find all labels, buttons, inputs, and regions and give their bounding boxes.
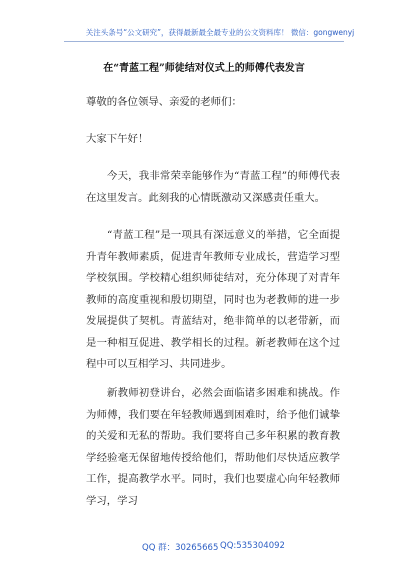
footer-qq-number: QQ:535304092	[220, 541, 285, 551]
greeting-paragraph: 大家下午好！	[86, 133, 149, 145]
document-title: 在“青蓝工程”师徒结对仪式上的师傅代表发言	[103, 63, 305, 74]
page-footer	[0, 541, 408, 555]
salutation-paragraph: 尊敬的各位领导、亲爱的老师们：	[86, 96, 242, 108]
header-banner: 关注头条号“公文研究”，获得最新最全最专业的公文资料库！ 微信：gongwenyj	[85, 28, 355, 37]
header-divider	[64, 41, 344, 42]
body-paragraph-3: 新教师初登讲台，必然会面临诸多困难和挑战。作为师傅，我们要在年轻教师遇到困难时，给予他们诚挚的关爱和无私的帮助。我们要将自己多年积累的教育教学经验毫无保留地传授给他们，帮助他们尽快适应教学工作，提高教学水平。同时，我们也要虚心向年轻教师学习，学习	[86, 387, 340, 507]
footer-qq-group: QQ 群：30265665	[142, 543, 219, 553]
body-paragraph-2: “青蓝工程”是一项具有深远意义的举措，它全面提升青年教师素质，促进青年教师专业成长，营造学习型学校氛围。学校精心组织师徒结对，充分体现了对青年教师的高度重视和殷切期望，同时也为老教师的进一步发展提供了契机。青蓝结对，绝非简单的以老带新，而是一种相互促进、教学相长的过程。新老教师在这个过程中可以互相学习、共同进步。	[86, 229, 340, 370]
body-paragraph-1: 今天，我非常荣幸能够作为“青蓝工程”的师傅代表在这里发言。此刻我的心情既激动又深感责任重大。	[86, 170, 340, 204]
